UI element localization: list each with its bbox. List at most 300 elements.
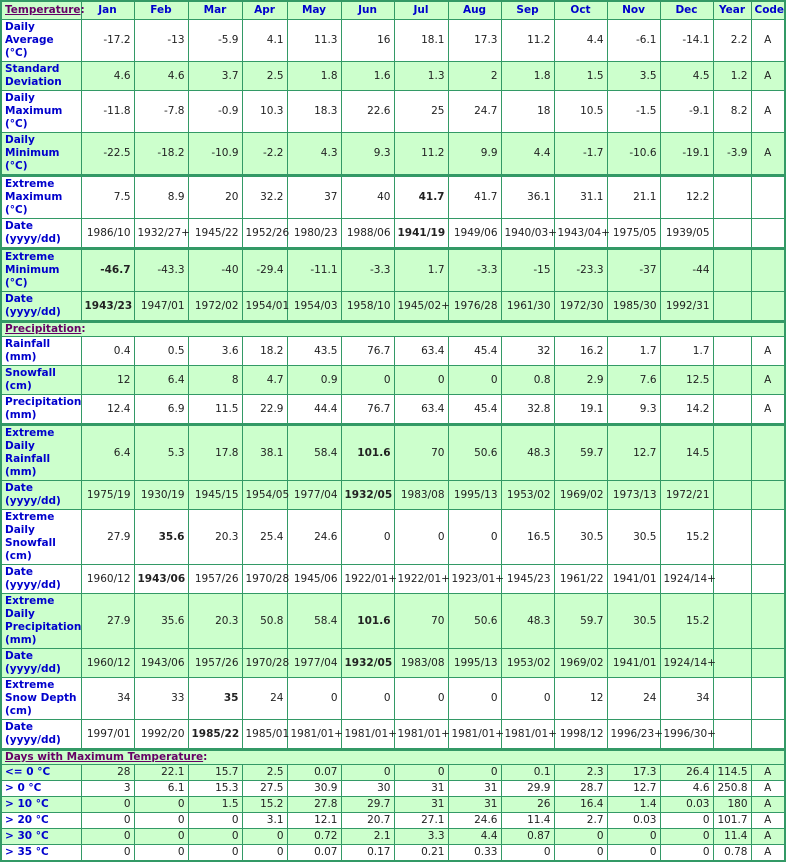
value-cell: 1940/03+ bbox=[501, 218, 554, 248]
value-cell: 70 bbox=[394, 593, 448, 648]
row-label: Date (yyyy/dd) bbox=[1, 648, 81, 677]
value-cell: 4.6 bbox=[81, 61, 134, 90]
value-cell: 9.9 bbox=[448, 132, 501, 175]
year-cell bbox=[713, 175, 751, 218]
value-cell: 30 bbox=[341, 780, 394, 796]
code-cell bbox=[751, 248, 785, 291]
value-cell: 17.3 bbox=[448, 19, 501, 61]
year-cell: 8.2 bbox=[713, 90, 751, 132]
year-cell bbox=[713, 648, 751, 677]
value-cell: 37 bbox=[287, 175, 341, 218]
value-cell: 1954/01 bbox=[242, 291, 287, 321]
value-cell: 1996/23+ bbox=[607, 719, 660, 749]
month-header: Oct bbox=[554, 1, 607, 19]
value-cell: -18.2 bbox=[134, 132, 188, 175]
value-cell: 5.3 bbox=[134, 424, 188, 480]
value-cell: 0.72 bbox=[287, 828, 341, 844]
value-cell: 12.7 bbox=[607, 424, 660, 480]
code-cell: A bbox=[751, 812, 785, 828]
value-cell: 32 bbox=[501, 336, 554, 365]
table-row bbox=[1, 394, 785, 424]
value-cell: 1924/14+ bbox=[660, 648, 713, 677]
table-row bbox=[1, 828, 785, 844]
value-cell: 6.1 bbox=[134, 780, 188, 796]
code-cell: A bbox=[751, 365, 785, 394]
value-cell: 4.7 bbox=[242, 365, 287, 394]
value-cell: 58.4 bbox=[287, 593, 341, 648]
value-cell: 1981/01+ bbox=[448, 719, 501, 749]
value-cell: 27.9 bbox=[81, 593, 134, 648]
row-label: > 30 °C bbox=[1, 828, 81, 844]
value-cell: 0 bbox=[607, 844, 660, 861]
value-cell: -46.7 bbox=[81, 248, 134, 291]
value-cell: 38.1 bbox=[242, 424, 287, 480]
value-cell: 32.8 bbox=[501, 394, 554, 424]
value-cell: 1922/01+ bbox=[341, 564, 394, 593]
row-label: Daily Average (°C) bbox=[1, 19, 81, 61]
value-cell: 31 bbox=[448, 796, 501, 812]
section-header-row bbox=[1, 749, 785, 764]
value-cell: 12 bbox=[554, 677, 607, 719]
table-row bbox=[1, 291, 785, 321]
value-cell: 48.3 bbox=[501, 424, 554, 480]
month-header: Nov bbox=[607, 1, 660, 19]
value-cell: 12.5 bbox=[660, 365, 713, 394]
value-cell: 1953/02 bbox=[501, 480, 554, 509]
value-cell: 70 bbox=[394, 424, 448, 480]
value-cell: 0 bbox=[394, 365, 448, 394]
value-cell: 30.9 bbox=[287, 780, 341, 796]
value-cell: 0 bbox=[134, 812, 188, 828]
code-cell: A bbox=[751, 336, 785, 365]
value-cell: 16.2 bbox=[554, 336, 607, 365]
row-label: Daily Minimum (°C) bbox=[1, 132, 81, 175]
value-cell: 1932/05 bbox=[341, 480, 394, 509]
section-header-row bbox=[1, 321, 785, 336]
value-cell: 0 bbox=[660, 812, 713, 828]
value-cell: 6.9 bbox=[134, 394, 188, 424]
value-cell: 0 bbox=[341, 509, 394, 564]
table-row bbox=[1, 677, 785, 719]
value-cell: 0 bbox=[81, 796, 134, 812]
table-row bbox=[1, 719, 785, 749]
month-header: Apr bbox=[242, 1, 287, 19]
value-cell: 45.4 bbox=[448, 336, 501, 365]
value-cell: 1969/02 bbox=[554, 480, 607, 509]
table-row bbox=[1, 424, 785, 480]
value-cell: 101.6 bbox=[341, 424, 394, 480]
value-cell: 1981/01+ bbox=[394, 719, 448, 749]
value-cell: 1985/22 bbox=[188, 719, 242, 749]
row-label: Extreme Minimum (°C) bbox=[1, 248, 81, 291]
value-cell: -1.7 bbox=[554, 132, 607, 175]
value-cell: 24 bbox=[607, 677, 660, 719]
table-row bbox=[1, 365, 785, 394]
value-cell: 3.1 bbox=[242, 812, 287, 828]
value-cell: 12.2 bbox=[660, 175, 713, 218]
section-link[interactable]: Temperature bbox=[5, 4, 81, 17]
value-cell: 0 bbox=[448, 764, 501, 780]
value-cell: 0 bbox=[554, 828, 607, 844]
value-cell: 1.7 bbox=[660, 336, 713, 365]
value-cell: 3.3 bbox=[394, 828, 448, 844]
table-row bbox=[1, 248, 785, 291]
value-cell: 10.3 bbox=[242, 90, 287, 132]
value-cell: 1.8 bbox=[501, 61, 554, 90]
year-cell bbox=[713, 365, 751, 394]
value-cell: 0 bbox=[501, 677, 554, 719]
value-cell: -1.5 bbox=[607, 90, 660, 132]
code-cell bbox=[751, 677, 785, 719]
value-cell: 0.07 bbox=[287, 844, 341, 861]
month-header: Sep bbox=[501, 1, 554, 19]
section-header-temperature: Temperature: bbox=[1, 1, 81, 19]
value-cell: 0.5 bbox=[134, 336, 188, 365]
value-cell: 31.1 bbox=[554, 175, 607, 218]
year-header: Year bbox=[713, 1, 751, 19]
value-cell: -3.3 bbox=[448, 248, 501, 291]
value-cell: 12 bbox=[81, 365, 134, 394]
value-cell: 2.5 bbox=[242, 61, 287, 90]
month-header: Jul bbox=[394, 1, 448, 19]
value-cell: 1983/08 bbox=[394, 480, 448, 509]
code-cell: A bbox=[751, 19, 785, 61]
row-label: Extreme Maximum (°C) bbox=[1, 175, 81, 218]
year-cell bbox=[713, 480, 751, 509]
row-label: Precipitation (mm) bbox=[1, 394, 81, 424]
value-cell: 0.03 bbox=[660, 796, 713, 812]
value-cell: -23.3 bbox=[554, 248, 607, 291]
value-cell: 1954/05 bbox=[242, 480, 287, 509]
table-row bbox=[1, 564, 785, 593]
value-cell: 27.5 bbox=[242, 780, 287, 796]
value-cell: 2.1 bbox=[341, 828, 394, 844]
year-cell: 11.4 bbox=[713, 828, 751, 844]
value-cell: 22.6 bbox=[341, 90, 394, 132]
code-cell bbox=[751, 218, 785, 248]
value-cell: 19.1 bbox=[554, 394, 607, 424]
code-cell bbox=[751, 564, 785, 593]
value-cell: -17.2 bbox=[81, 19, 134, 61]
value-cell: -10.9 bbox=[188, 132, 242, 175]
section-link[interactable]: Precipitation bbox=[5, 323, 82, 335]
code-cell bbox=[751, 509, 785, 564]
code-cell bbox=[751, 593, 785, 648]
value-cell: -40 bbox=[188, 248, 242, 291]
value-cell: 0 bbox=[554, 844, 607, 861]
value-cell: 1986/10 bbox=[81, 218, 134, 248]
year-cell bbox=[713, 564, 751, 593]
table-row bbox=[1, 844, 785, 861]
value-cell: 1983/08 bbox=[394, 648, 448, 677]
value-cell: 3.5 bbox=[607, 61, 660, 90]
value-cell: 30.5 bbox=[607, 509, 660, 564]
code-cell: A bbox=[751, 61, 785, 90]
value-cell: 35.6 bbox=[134, 509, 188, 564]
value-cell: 101.6 bbox=[341, 593, 394, 648]
year-cell: 1.2 bbox=[713, 61, 751, 90]
value-cell: -29.4 bbox=[242, 248, 287, 291]
section-link[interactable]: Days with Maximum Temperature bbox=[5, 751, 204, 763]
value-cell: 11.5 bbox=[188, 394, 242, 424]
value-cell: 1947/01 bbox=[134, 291, 188, 321]
value-cell: 0 bbox=[660, 844, 713, 861]
year-cell: 180 bbox=[713, 796, 751, 812]
section-header: Days with Maximum Temperature: bbox=[1, 749, 785, 764]
value-cell: 0 bbox=[501, 844, 554, 861]
value-cell: 1.3 bbox=[394, 61, 448, 90]
value-cell: -14.1 bbox=[660, 19, 713, 61]
value-cell: 1.7 bbox=[607, 336, 660, 365]
value-cell: 1945/22 bbox=[188, 218, 242, 248]
value-cell: 0 bbox=[394, 764, 448, 780]
value-cell: 21.1 bbox=[607, 175, 660, 218]
value-cell: 28.7 bbox=[554, 780, 607, 796]
value-cell: 22.1 bbox=[134, 764, 188, 780]
value-cell: 0.1 bbox=[501, 764, 554, 780]
table-row bbox=[1, 61, 785, 90]
month-header: Mar bbox=[188, 1, 242, 19]
value-cell: 76.7 bbox=[341, 394, 394, 424]
value-cell: -9.1 bbox=[660, 90, 713, 132]
value-cell: 15.2 bbox=[660, 509, 713, 564]
value-cell: 18.2 bbox=[242, 336, 287, 365]
value-cell: 50.6 bbox=[448, 424, 501, 480]
value-cell: 20.3 bbox=[188, 509, 242, 564]
row-label: > 20 °C bbox=[1, 812, 81, 828]
code-cell: A bbox=[751, 844, 785, 861]
value-cell: 1.4 bbox=[607, 796, 660, 812]
month-header: Dec bbox=[660, 1, 713, 19]
code-cell: A bbox=[751, 780, 785, 796]
value-cell: -11.1 bbox=[287, 248, 341, 291]
value-cell: 4.6 bbox=[660, 780, 713, 796]
value-cell: 45.4 bbox=[448, 394, 501, 424]
value-cell: 35 bbox=[188, 677, 242, 719]
code-cell: A bbox=[751, 132, 785, 175]
value-cell: -44 bbox=[660, 248, 713, 291]
value-cell: 0 bbox=[134, 828, 188, 844]
year-cell bbox=[713, 336, 751, 365]
value-cell: 1.8 bbox=[287, 61, 341, 90]
value-cell: 0 bbox=[81, 812, 134, 828]
value-cell: 2.3 bbox=[554, 764, 607, 780]
value-cell: 1981/01+ bbox=[287, 719, 341, 749]
value-cell: 41.7 bbox=[448, 175, 501, 218]
value-cell: 35.6 bbox=[134, 593, 188, 648]
value-cell: 24.6 bbox=[448, 812, 501, 828]
code-cell: A bbox=[751, 828, 785, 844]
value-cell: 1980/23 bbox=[287, 218, 341, 248]
value-cell: 9.3 bbox=[607, 394, 660, 424]
value-cell: 20.7 bbox=[341, 812, 394, 828]
year-cell: -3.9 bbox=[713, 132, 751, 175]
value-cell: 0.07 bbox=[287, 764, 341, 780]
row-label: Snowfall (cm) bbox=[1, 365, 81, 394]
value-cell: 7.5 bbox=[81, 175, 134, 218]
year-cell bbox=[713, 248, 751, 291]
value-cell: -19.1 bbox=[660, 132, 713, 175]
value-cell: -11.8 bbox=[81, 90, 134, 132]
value-cell: -7.8 bbox=[134, 90, 188, 132]
table-row bbox=[1, 648, 785, 677]
row-label: Date (yyyy/dd) bbox=[1, 719, 81, 749]
value-cell: 2 bbox=[448, 61, 501, 90]
section-header: Precipitation: bbox=[1, 321, 785, 336]
value-cell: 1961/30 bbox=[501, 291, 554, 321]
value-cell: 1960/12 bbox=[81, 564, 134, 593]
value-cell: 76.7 bbox=[341, 336, 394, 365]
year-cell bbox=[713, 677, 751, 719]
value-cell: 0 bbox=[81, 844, 134, 861]
value-cell: 0.4 bbox=[81, 336, 134, 365]
value-cell: 15.7 bbox=[188, 764, 242, 780]
value-cell: 4.4 bbox=[554, 19, 607, 61]
value-cell: 1958/10 bbox=[341, 291, 394, 321]
table-row bbox=[1, 132, 785, 175]
row-label: Extreme Daily Snowfall (cm) bbox=[1, 509, 81, 564]
table-row bbox=[1, 336, 785, 365]
row-label: Extreme Daily Rainfall (mm) bbox=[1, 424, 81, 480]
value-cell: -6.1 bbox=[607, 19, 660, 61]
value-cell: 1924/14+ bbox=[660, 564, 713, 593]
value-cell: 4.3 bbox=[287, 132, 341, 175]
value-cell: 8 bbox=[188, 365, 242, 394]
value-cell: 0.21 bbox=[394, 844, 448, 861]
code-cell: A bbox=[751, 90, 785, 132]
value-cell: 1943/04+ bbox=[554, 218, 607, 248]
month-header: Jan bbox=[81, 1, 134, 19]
value-cell: 0 bbox=[134, 844, 188, 861]
value-cell: 2.5 bbox=[242, 764, 287, 780]
value-cell: 4.6 bbox=[134, 61, 188, 90]
value-cell: 1988/06 bbox=[341, 218, 394, 248]
value-cell: 24.7 bbox=[448, 90, 501, 132]
value-cell: 1941/19 bbox=[394, 218, 448, 248]
value-cell: 34 bbox=[660, 677, 713, 719]
value-cell: 10.5 bbox=[554, 90, 607, 132]
value-cell: 18 bbox=[501, 90, 554, 132]
value-cell: 1943/06 bbox=[134, 564, 188, 593]
value-cell: 1985/30 bbox=[607, 291, 660, 321]
code-header: Code bbox=[751, 1, 785, 19]
code-cell bbox=[751, 424, 785, 480]
table-row bbox=[1, 218, 785, 248]
value-cell: 1992/31 bbox=[660, 291, 713, 321]
value-cell: 1995/13 bbox=[448, 648, 501, 677]
value-cell: 0.33 bbox=[448, 844, 501, 861]
value-cell: 30.5 bbox=[554, 509, 607, 564]
value-cell: 31 bbox=[394, 780, 448, 796]
value-cell: 15.3 bbox=[188, 780, 242, 796]
value-cell: 0.9 bbox=[287, 365, 341, 394]
value-cell: 2.9 bbox=[554, 365, 607, 394]
value-cell: 4.4 bbox=[501, 132, 554, 175]
value-cell: 1960/12 bbox=[81, 648, 134, 677]
value-cell: 14.5 bbox=[660, 424, 713, 480]
value-cell: 1970/28 bbox=[242, 648, 287, 677]
row-label: <= 0 °C bbox=[1, 764, 81, 780]
year-cell bbox=[713, 719, 751, 749]
value-cell: 1969/02 bbox=[554, 648, 607, 677]
value-cell: 0 bbox=[341, 677, 394, 719]
code-cell: A bbox=[751, 764, 785, 780]
value-cell: 16.5 bbox=[501, 509, 554, 564]
value-cell: 30.5 bbox=[607, 593, 660, 648]
value-cell: 24.6 bbox=[287, 509, 341, 564]
value-cell: 63.4 bbox=[394, 336, 448, 365]
value-cell: 0 bbox=[448, 365, 501, 394]
value-cell: 33 bbox=[134, 677, 188, 719]
value-cell: 0.17 bbox=[341, 844, 394, 861]
value-cell: 11.4 bbox=[501, 812, 554, 828]
row-label: Extreme Daily Precipitation (mm) bbox=[1, 593, 81, 648]
value-cell: 1981/01+ bbox=[341, 719, 394, 749]
table-row bbox=[1, 90, 785, 132]
value-cell: 0 bbox=[134, 796, 188, 812]
code-cell bbox=[751, 175, 785, 218]
value-cell: 1953/02 bbox=[501, 648, 554, 677]
value-cell: 1.6 bbox=[341, 61, 394, 90]
table-row bbox=[1, 480, 785, 509]
code-cell: A bbox=[751, 394, 785, 424]
value-cell: -43.3 bbox=[134, 248, 188, 291]
value-cell: 1977/04 bbox=[287, 480, 341, 509]
value-cell: 0 bbox=[188, 844, 242, 861]
value-cell: 28 bbox=[81, 764, 134, 780]
value-cell: 22.9 bbox=[242, 394, 287, 424]
value-cell: 1985/01 bbox=[242, 719, 287, 749]
value-cell: 16.4 bbox=[554, 796, 607, 812]
value-cell: 1.5 bbox=[188, 796, 242, 812]
value-cell: 12.1 bbox=[287, 812, 341, 828]
value-cell: -13 bbox=[134, 19, 188, 61]
year-cell bbox=[713, 218, 751, 248]
value-cell: 1998/12 bbox=[554, 719, 607, 749]
table-row bbox=[1, 509, 785, 564]
value-cell: 1941/01 bbox=[607, 564, 660, 593]
value-cell: 1.5 bbox=[554, 61, 607, 90]
value-cell: 48.3 bbox=[501, 593, 554, 648]
value-cell: 1949/06 bbox=[448, 218, 501, 248]
value-cell: 29.9 bbox=[501, 780, 554, 796]
value-cell: 17.3 bbox=[607, 764, 660, 780]
value-cell: 0 bbox=[448, 509, 501, 564]
code-cell bbox=[751, 291, 785, 321]
value-cell: 8.9 bbox=[134, 175, 188, 218]
row-label: Rainfall (mm) bbox=[1, 336, 81, 365]
value-cell: 0 bbox=[81, 828, 134, 844]
value-cell: 12.7 bbox=[607, 780, 660, 796]
value-cell: 0 bbox=[394, 509, 448, 564]
month-header: Feb bbox=[134, 1, 188, 19]
value-cell: 0.03 bbox=[607, 812, 660, 828]
value-cell: -15 bbox=[501, 248, 554, 291]
value-cell: 1943/06 bbox=[134, 648, 188, 677]
value-cell: -37 bbox=[607, 248, 660, 291]
value-cell: 1.7 bbox=[394, 248, 448, 291]
year-cell: 114.5 bbox=[713, 764, 751, 780]
value-cell: 0 bbox=[448, 677, 501, 719]
value-cell: 1975/19 bbox=[81, 480, 134, 509]
value-cell: 59.7 bbox=[554, 593, 607, 648]
value-cell: 0 bbox=[341, 365, 394, 394]
value-cell: 1945/23 bbox=[501, 564, 554, 593]
value-cell: -2.2 bbox=[242, 132, 287, 175]
month-header: Jun bbox=[341, 1, 394, 19]
value-cell: 41.7 bbox=[394, 175, 448, 218]
value-cell: 15.2 bbox=[660, 593, 713, 648]
